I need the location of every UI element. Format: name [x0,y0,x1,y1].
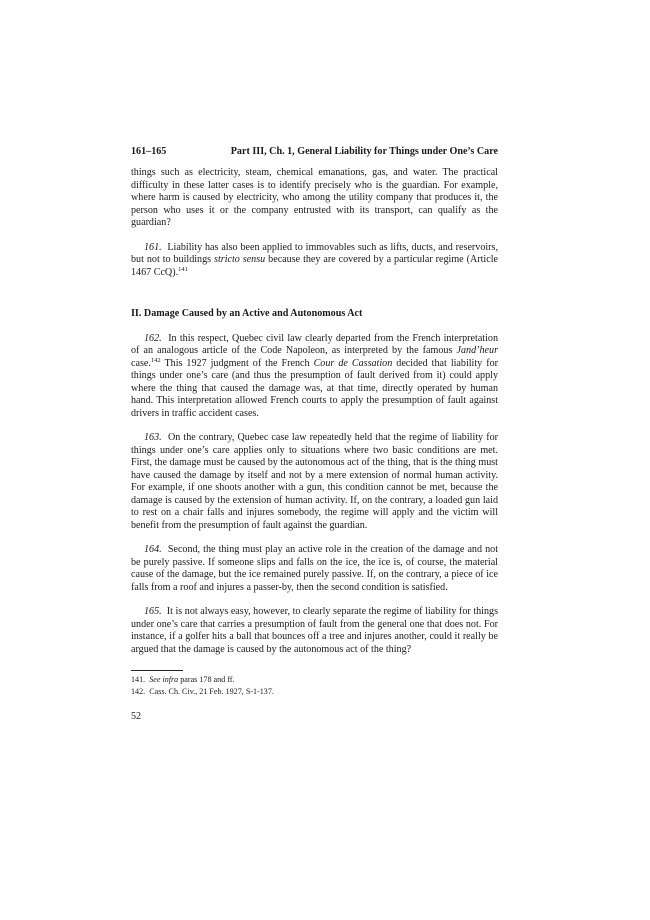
running-header [131,146,498,158]
paragraph-number: 162. [144,332,162,344]
paragraph-165: 165. It is not always easy, however, to clearly separate the regime of liability for things under one’s care that carries a presumption of fault from the general one that does not. For instance, if a golfer hits a ball that bounces off a tree and injures another, could it really be argued that the damage is caused by the autonomous act of the thing? [131,606,498,655]
section-heading: II. Damage Caused by an Active and Autonomous Act [131,308,363,319]
paragraph-number: 163. [144,432,162,443]
footnote-141: 141. See infra paras 178 and ff. [131,675,235,684]
paragraph-163: 163. On the contrary, Quebec case law repeatedly held that the regime of liability for things under one’s care applies only to situations where two basic conditions are met. First, the damage must be caused by the autonomous act of the thing, that is the thing must have caused the damage by itself and not by a mere extension of normal human activity. For example, if one shoots another with a gun, this condition cannot be met, because the damage is caused by the extension of human activity. If, on the contrary, a loaded gun laid to rest on a chair falls and injures somebody, the regime will apply and the victim will benefit from the presumption of fault against the guardian. [131,432,499,531]
footnote-142: 142. Cass. Ch. Civ., 21 Feb. 1927, S-1-137. [131,686,274,696]
paragraph-number: 161. [144,241,162,253]
page-number: 52 [131,711,142,722]
paragraph-161: 161. Liability has also been applied to immovables such as lifts, ducts, and reservoirs, but not to buildings stricto sensu because they are covered by a particular regime (Article 1467 CcQ).$^{141}$ [131,241,498,278]
paragraph-number: 165. [144,606,162,617]
paragraph-164: 164. Second, the thing must play an active role in the creation of the damage and not be purely passive. If someone slips and falls on the ice, the ice is, of course, the material cause of the damage, but the ice remained purely passive. If, on the contrary, a piece of ice falls from a roof and injures a passer-by, then the second condition is satisfied. [131,544,499,593]
footnote-ref-142[interactable]: 142 [150,356,161,364]
paragraph-continued: things such as electricity, steam, chemical emanations, gas, and water. The practical difficulty in these latter cases is to identify precisely who is the guardian. For example, where harm is caused by electricity, who among the utility company that produces it, the person who uses it or the company entrusted with its transport, can qualify as the guardian? [131,167,498,228]
chapter-title: Part III, Ch. 1, General Liability for Things under One’s Care [230,146,498,157]
case-name: Jand’heur [456,345,498,356]
page-body [131,146,498,723]
court-name: Cour de Cassation [313,357,393,369]
paragraph-number: 164. [144,544,162,555]
paragraph-range: 161–165 [131,146,167,157]
footnote-divider [131,670,183,671]
italic-term: stricto sensu [214,254,266,265]
footnote-ref-141[interactable]: 141 [178,265,188,273]
paragraph-162: 162. In this respect, Quebec civil law clearly departed from the French interpretation of an analogous article of the Code Napoleon, as interpreted by the famous Jand’heur case.$^{142}$ This 1927 judgment of the French Cour de Cassation decided that liability for things under one’s care (and thus the presumption of fault derived from it) could apply where the thing that caused the damage was, at that time, directly operated by human hand. This interpretation allowed French courts to apply the presumption of fault against drivers in traffic accident cases. [131,332,499,419]
